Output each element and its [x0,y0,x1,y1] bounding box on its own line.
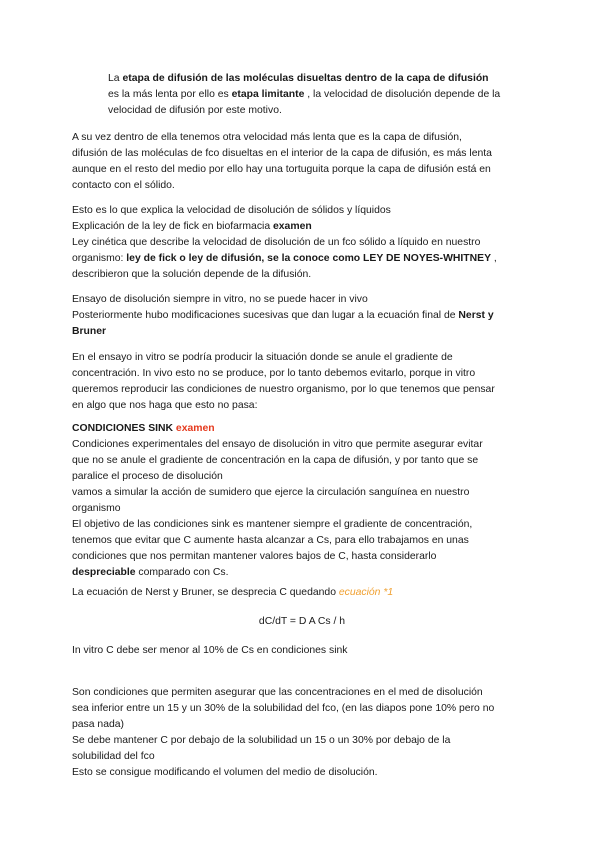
text-line: Esto es lo que explica la velocidad de disolución de sólidos y líquidos [72,205,391,216]
paragraph-diffusion-stage [108,71,568,119]
bold-text: ley de fick o ley de difusión, se la conoce como LEY DE NOYES-WHITNEY [126,253,492,264]
text-line: A su vez dentro de ella tenemos otra velocidad más lenta que es la capa de difusión, [72,132,462,143]
text-line: vamos a simular la acción de sumidero que ejerce la circulación sanguínea en nuestro [72,487,470,498]
text-line: Ensayo de disolución siempre in vitro, no se puede hacer in vivo [72,294,368,305]
equation: dC/dT = D A Cs / h [258,616,346,627]
text-line: describieron que la solución depende de la difusión. [72,269,312,280]
equation-block [72,614,532,630]
text-line: paralice el proceso de disolución [72,471,223,482]
section-sink-conditions [72,421,532,581]
text-line: difusión de las moléculas de fco disueltas en el interior de la capa de difusión, es más lenta [72,148,492,159]
bold-text: examen [273,221,312,232]
paragraph-in-vitro-limit [72,643,532,659]
text-line: organismo [72,503,121,514]
exam-tag: examen [175,423,215,434]
text-line: queremos reproducir las condiciones de nuestro organismo, por lo que tenemos que pensar [72,384,495,395]
text-line: Se debe mantener C por debajo de la solubilidad un 15 o un 30% por debajo de la [72,735,451,746]
text: es la más lenta por ello es [108,89,232,100]
text-line: El objetivo de las condiciones sink es mantener siempre el gradiente de concentración, [72,519,473,530]
text: La [108,73,123,84]
text-line: sea inferior entre un 15 y un 30% de la solubilidad del fco, (en las diapos pone 10% pero no [72,703,495,714]
bold-text: etapa limitante [231,89,305,100]
bold-text: etapa de difusión de las moléculas disueltas dentro de la capa de difusión [122,73,489,84]
text-line: en algo que nos haga que esto no pasa: [72,400,258,411]
text: comparado con Cs. [135,567,229,578]
text-line: que no se anule el gradiente de concentración en la capa de difusión, y por tanto que se [72,455,479,466]
text: Explicación de la ley de fick en biofarmacia [72,221,273,232]
section-heading: CONDICIONES SINK [72,423,176,434]
paragraph-conditions-detail [72,685,532,781]
text-line: velocidad de difusión por este motivo. [108,105,282,116]
text-line: In vitro C debe ser menor al 10% de Cs en condiciones sink [72,645,348,656]
bold-text: Nerst y [458,310,494,321]
bold-text: despreciable [72,567,136,578]
text: , [491,253,497,264]
text-line: pasa nada) [72,719,124,730]
text-line: solubilidad del fco [72,751,155,762]
text-line: En el ensayo in vitro se podría producir la situación donde se anule el gradiente de [72,352,453,363]
text: La ecuación de Nerst y Bruner, se desprecia C quedando [72,587,339,598]
text-line: condiciones que nos permitan mantener valores bajos de C, hasta considerarlo [72,551,437,562]
text: , la velocidad de disolución depende de la [304,89,501,100]
paragraph-nerst-bruner [72,585,532,601]
text-line: Condiciones experimentales del ensayo de disolución in vitro que permite asegurar evitar [72,439,483,450]
text-line: concentración. In vivo esto no se produce, por lo tanto debemos evitarlo, porque in vitro [72,368,476,379]
paragraph-dissolution-test [72,292,532,340]
text-line: tenemos que evitar que C aumente hasta alcanzar a Cs, para ello trabajamos en unas [72,535,469,546]
paragraph-in-vitro [72,350,532,414]
paragraph-fick-law [72,203,532,283]
text: Posteriormente hubo modificaciones sucesivas que dan lugar a la ecuación final de [72,310,459,321]
text-line: aunque en el resto del medio por ello hay una tortuguita porque la capa de difusión está en [72,164,491,175]
text-line: Ley cinética que describe la velocidad de disolución de un fco sólido a líquido en nuestro [72,237,481,248]
text-line: Son condiciones que permiten asegurar que las concentraciones en el med de disolución [72,687,483,698]
paragraph-slower-velocity [72,130,532,194]
equation-reference: ecuación *1 [338,587,394,598]
text-line: contacto con el sólido. [72,180,175,191]
text: organismo: [72,253,127,264]
text-line: Esto se consigue modificando el volumen del medio de disolución. [72,767,378,778]
bold-text: Bruner [72,326,107,337]
